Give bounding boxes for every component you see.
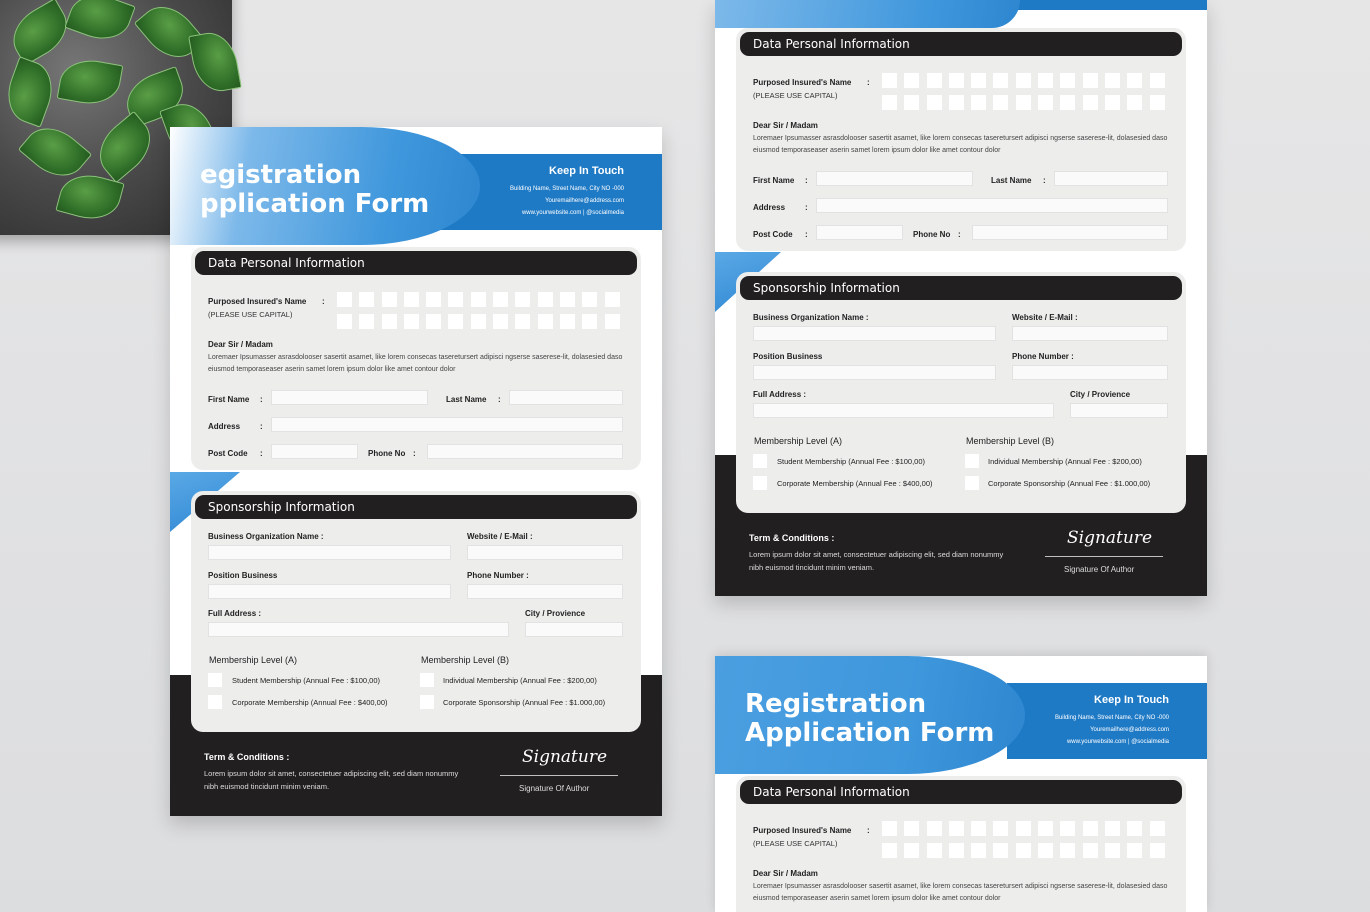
student-checkbox[interactable] xyxy=(208,673,222,687)
header-blob xyxy=(715,0,1020,28)
corp-sponsor-option: Corporate Sponsorship (Annual Fee : $1.000,00) xyxy=(443,698,606,707)
letter-box[interactable] xyxy=(426,314,441,329)
keep-in-touch: Keep In Touch xyxy=(549,165,624,177)
colon: : xyxy=(867,78,870,87)
letter-box[interactable] xyxy=(448,292,463,307)
dear-label: Dear Sir / Madam xyxy=(208,340,273,349)
personal-section xyxy=(736,776,1186,912)
city-field[interactable] xyxy=(1070,403,1168,418)
letter-box[interactable] xyxy=(904,843,919,858)
letter-box[interactable] xyxy=(1038,95,1053,110)
letter-box[interactable] xyxy=(538,314,553,329)
colon: : xyxy=(260,449,263,458)
colon: : xyxy=(498,395,501,404)
signature-caption: Signature Of Author xyxy=(519,784,590,793)
header-bar xyxy=(1017,0,1207,10)
letter-box[interactable] xyxy=(1016,95,1031,110)
letter-box[interactable] xyxy=(927,843,942,858)
sponsor-heading: Sponsorship Information xyxy=(195,495,637,519)
letter-box[interactable] xyxy=(1083,843,1098,858)
letter-box[interactable] xyxy=(605,314,620,329)
position-label: Position Business xyxy=(753,352,823,361)
position-field[interactable] xyxy=(753,365,996,380)
intro-paragraph: Loremaer Ipsumasser asrasdolooser sasertit asamet, like lorem consecas taseretursert adipisci ngserse saserese-lit, dolasesied daso eiusmod temporaseaser aserin samet lorem ipsum dolor like amet contour dolor xyxy=(753,135,1168,154)
letter-box[interactable] xyxy=(382,292,397,307)
phone-no-field[interactable] xyxy=(972,225,1168,240)
phone-number-label: Phone Number : xyxy=(467,571,529,580)
letter-box[interactable] xyxy=(882,73,897,88)
last-name-label: Last Name xyxy=(446,395,487,404)
letter-box[interactable] xyxy=(493,314,508,329)
level-b-label: Membership Level (B) xyxy=(421,655,510,665)
signature-caption: Signature Of Author xyxy=(1064,565,1135,574)
intro-paragraph: Loremaer Ipsumasser asrasdolooser sasertit asamet, like lorem consecas taseretursert adipisci ngserse saserese-lit, dolasesied daso eiusmod temporaseaser aserin samet lorem ipsum dolor like amet contour dolor xyxy=(753,883,1168,902)
post-code-label: Post Code xyxy=(208,449,248,458)
email-line: Youremailhere@address.com xyxy=(545,198,624,204)
letter-box[interactable] xyxy=(927,73,942,88)
letter-box[interactable] xyxy=(582,314,597,329)
letter-box[interactable] xyxy=(882,843,897,858)
sponsor-section xyxy=(736,272,1186,513)
corp-sponsor-option: Corporate Sponsorship (Annual Fee : $1.000,00) xyxy=(988,479,1151,488)
letter-box[interactable] xyxy=(1127,95,1142,110)
address-line: Building Name, Street Name, City NO -000 xyxy=(1054,715,1169,721)
terms-text: Lorem ipsum dolor sit amet, consectetuer adipiscing elit, sed diam nonummy nibh euismod tincidunt minim veniam. xyxy=(204,769,459,791)
corporate-option: Corporate Membership (Annual Fee : $400,00) xyxy=(232,698,388,707)
letter-box[interactable] xyxy=(448,314,463,329)
contact-block xyxy=(1055,694,1169,748)
letter-box[interactable] xyxy=(904,73,919,88)
insured-name-label: Purposed Insured's Name xyxy=(753,78,852,87)
letter-box[interactable] xyxy=(471,314,486,329)
title-line2: pplication Form xyxy=(200,189,430,219)
individual-checkbox[interactable] xyxy=(420,673,434,687)
letter-box[interactable] xyxy=(904,821,919,836)
letter-box[interactable] xyxy=(1105,95,1120,110)
individual-checkbox[interactable] xyxy=(965,454,979,468)
letter-box[interactable] xyxy=(993,73,1008,88)
form-sheet-left xyxy=(170,127,662,816)
form-sheet-bottom-right xyxy=(715,656,1207,912)
letter-box[interactable] xyxy=(1083,73,1098,88)
business-org-field[interactable] xyxy=(753,326,996,341)
personal-heading: Data Personal Information xyxy=(195,251,637,275)
letter-box[interactable] xyxy=(426,292,441,307)
personal-heading: Data Personal Information xyxy=(740,32,1182,56)
colon: : xyxy=(322,297,325,306)
letter-box[interactable] xyxy=(927,821,942,836)
signature-script: Signature xyxy=(522,747,608,767)
letter-box[interactable] xyxy=(1105,843,1120,858)
position-field[interactable] xyxy=(208,584,451,599)
phone-number-label: Phone Number : xyxy=(1012,352,1074,361)
website-field[interactable] xyxy=(467,545,623,560)
letter-box[interactable] xyxy=(1127,821,1142,836)
web-line: www.yourwebsite.com | @socialmedia xyxy=(521,210,624,216)
letter-box[interactable] xyxy=(471,292,486,307)
dear-label: Dear Sir / Madam xyxy=(753,121,818,130)
colon: : xyxy=(1043,176,1046,185)
letter-box[interactable] xyxy=(1060,95,1075,110)
letter-box[interactable] xyxy=(1105,73,1120,88)
individual-option: Individual Membership (Annual Fee : $200,00) xyxy=(443,676,597,685)
letter-box[interactable] xyxy=(1083,821,1098,836)
full-address-field[interactable] xyxy=(753,403,1054,418)
letter-box[interactable] xyxy=(1060,821,1075,836)
post-code-field[interactable] xyxy=(816,225,903,240)
letter-box[interactable] xyxy=(382,314,397,329)
capital-note: (PLEASE USE CAPITAL) xyxy=(753,839,838,848)
corp-sponsor-checkbox[interactable] xyxy=(420,695,434,709)
web-line: www.yourwebsite.com | @socialmedia xyxy=(1066,739,1169,745)
letter-box[interactable] xyxy=(605,292,620,307)
colon: : xyxy=(260,395,263,404)
address-field[interactable] xyxy=(816,198,1168,213)
colon: : xyxy=(867,826,870,835)
business-org-field[interactable] xyxy=(208,545,451,560)
letter-box[interactable] xyxy=(971,821,986,836)
letter-box[interactable] xyxy=(971,843,986,858)
first-name-label: First Name xyxy=(753,176,795,185)
letter-box[interactable] xyxy=(1083,95,1098,110)
colon: : xyxy=(260,422,263,431)
colon: : xyxy=(958,230,961,239)
letter-box[interactable] xyxy=(1038,843,1053,858)
phone-no-label: Phone No xyxy=(913,230,951,239)
address-label: Address xyxy=(208,422,241,431)
website-label: Website / E-Mail : xyxy=(1012,313,1078,322)
letter-box[interactable] xyxy=(1150,843,1165,858)
letter-box[interactable] xyxy=(1105,821,1120,836)
capital-note: (PLEASE USE CAPITAL) xyxy=(208,310,293,319)
post-code-label: Post Code xyxy=(753,230,793,239)
signature-script: Signature xyxy=(1067,528,1153,548)
keep-in-touch: Keep In Touch xyxy=(1094,694,1169,706)
letter-box[interactable] xyxy=(538,292,553,307)
terms-title: Term & Conditions : xyxy=(204,752,290,762)
letter-box[interactable] xyxy=(582,292,597,307)
website-label: Website / E-Mail : xyxy=(467,532,533,541)
form-header xyxy=(715,656,1207,778)
letter-box[interactable] xyxy=(1150,821,1165,836)
letter-box[interactable] xyxy=(949,95,964,110)
full-address-label: Full Address : xyxy=(753,390,807,399)
first-name-label: First Name xyxy=(208,395,250,404)
letter-box[interactable] xyxy=(949,843,964,858)
insured-name-label: Purposed Insured's Name xyxy=(208,297,307,306)
website-field[interactable] xyxy=(1012,326,1168,341)
personal-heading: Data Personal Information xyxy=(740,780,1182,804)
last-name-field[interactable] xyxy=(1054,171,1168,186)
letter-box[interactable] xyxy=(949,73,964,88)
position-label: Position Business xyxy=(208,571,278,580)
letter-box[interactable] xyxy=(359,314,374,329)
level-a-label: Membership Level (A) xyxy=(754,436,843,446)
corporate-option: Corporate Membership (Annual Fee : $400,00) xyxy=(777,479,933,488)
signature-line xyxy=(500,775,618,776)
letter-box[interactable] xyxy=(359,292,374,307)
business-org-label: Business Organization Name : xyxy=(208,532,324,541)
business-org-label: Business Organization Name : xyxy=(753,313,869,322)
signature-line xyxy=(1045,556,1163,557)
corporate-checkbox[interactable] xyxy=(208,695,222,709)
letter-box[interactable] xyxy=(1127,843,1142,858)
terms-text: Lorem ipsum dolor sit amet, consectetuer adipiscing elit, sed diam nonummy nibh euismod tincidunt minim veniam. xyxy=(749,550,1004,572)
letter-box[interactable] xyxy=(993,843,1008,858)
colon: : xyxy=(413,449,416,458)
letter-box[interactable] xyxy=(882,821,897,836)
address-label: Address xyxy=(753,203,786,212)
letter-box[interactable] xyxy=(971,95,986,110)
city-label: City / Provience xyxy=(525,609,586,618)
student-checkbox[interactable] xyxy=(753,454,767,468)
letter-box[interactable] xyxy=(1060,73,1075,88)
letter-box[interactable] xyxy=(515,314,530,329)
colon: : xyxy=(805,203,808,212)
form-header xyxy=(170,127,662,249)
letter-box[interactable] xyxy=(1150,73,1165,88)
letter-box[interactable] xyxy=(1016,73,1031,88)
name-letter-grid[interactable] xyxy=(882,73,1165,110)
student-option: Student Membership (Annual Fee : $100,00) xyxy=(777,457,926,466)
letter-box[interactable] xyxy=(971,73,986,88)
letter-box[interactable] xyxy=(1016,821,1031,836)
letter-box[interactable] xyxy=(560,314,575,329)
address-field[interactable] xyxy=(271,417,623,432)
letter-box[interactable] xyxy=(904,95,919,110)
colon: : xyxy=(805,230,808,239)
capital-note: (PLEASE USE CAPITAL) xyxy=(753,91,838,100)
post-code-field[interactable] xyxy=(271,444,358,459)
letter-box[interactable] xyxy=(949,821,964,836)
letter-box[interactable] xyxy=(404,292,419,307)
letter-box[interactable] xyxy=(993,821,1008,836)
letter-box[interactable] xyxy=(337,314,352,329)
letter-box[interactable] xyxy=(560,292,575,307)
form-title xyxy=(745,690,994,748)
personal-section xyxy=(191,247,641,470)
address-line: Building Name, Street Name, City NO -000 xyxy=(509,186,624,192)
terms-title: Term & Conditions : xyxy=(749,533,835,543)
letter-box[interactable] xyxy=(404,314,419,329)
level-b-label: Membership Level (B) xyxy=(966,436,1055,446)
student-option: Student Membership (Annual Fee : $100,00) xyxy=(232,676,381,685)
insured-name-label: Purposed Insured's Name xyxy=(753,826,852,835)
letter-box[interactable] xyxy=(882,95,897,110)
full-address-field[interactable] xyxy=(208,622,509,637)
city-field[interactable] xyxy=(525,622,623,637)
corporate-checkbox[interactable] xyxy=(753,476,767,490)
intro-paragraph: Loremaer Ipsumasser asrasdolooser sasertit asamet, like lorem consecas taseretursert adipisci ngserse saserese-lit, dolasesied daso eiusmod temporaseaser aserin samet lorem ipsum dolor like amet contour dolor xyxy=(208,354,623,373)
last-name-field[interactable] xyxy=(509,390,623,405)
form-sheet-top-right xyxy=(715,0,1207,596)
first-name-field[interactable] xyxy=(271,390,428,405)
phone-number-field[interactable] xyxy=(467,584,623,599)
title-line1: egistration xyxy=(200,160,362,190)
form-title xyxy=(200,161,429,219)
sponsor-section xyxy=(191,491,641,732)
individual-option: Individual Membership (Annual Fee : $200,00) xyxy=(988,457,1142,466)
email-line: Youremailhere@address.com xyxy=(1090,727,1169,733)
first-name-field[interactable] xyxy=(816,171,973,186)
title-line2: Application Form xyxy=(745,718,995,748)
level-a-label: Membership Level (A) xyxy=(209,655,298,665)
phone-no-label: Phone No xyxy=(368,449,406,458)
letter-box[interactable] xyxy=(1038,73,1053,88)
letter-box[interactable] xyxy=(1038,821,1053,836)
letter-box[interactable] xyxy=(1150,95,1165,110)
sponsor-heading: Sponsorship Information xyxy=(740,276,1182,300)
dear-label: Dear Sir / Madam xyxy=(753,869,818,878)
letter-box[interactable] xyxy=(1127,73,1142,88)
name-letter-grid[interactable] xyxy=(337,292,620,329)
full-address-label: Full Address : xyxy=(208,609,262,618)
name-letter-grid[interactable] xyxy=(882,821,1165,858)
letter-box[interactable] xyxy=(1060,843,1075,858)
corp-sponsor-checkbox[interactable] xyxy=(965,476,979,490)
colon: : xyxy=(805,176,808,185)
letter-box[interactable] xyxy=(993,95,1008,110)
letter-box[interactable] xyxy=(1016,843,1031,858)
letter-box[interactable] xyxy=(515,292,530,307)
title-line1: Registration xyxy=(745,689,927,719)
letter-box[interactable] xyxy=(493,292,508,307)
letter-box[interactable] xyxy=(927,95,942,110)
phone-no-field[interactable] xyxy=(427,444,623,459)
personal-section xyxy=(736,28,1186,251)
city-label: City / Provience xyxy=(1070,390,1131,399)
last-name-label: Last Name xyxy=(991,176,1032,185)
contact-block xyxy=(510,165,624,219)
phone-number-field[interactable] xyxy=(1012,365,1168,380)
letter-box[interactable] xyxy=(337,292,352,307)
